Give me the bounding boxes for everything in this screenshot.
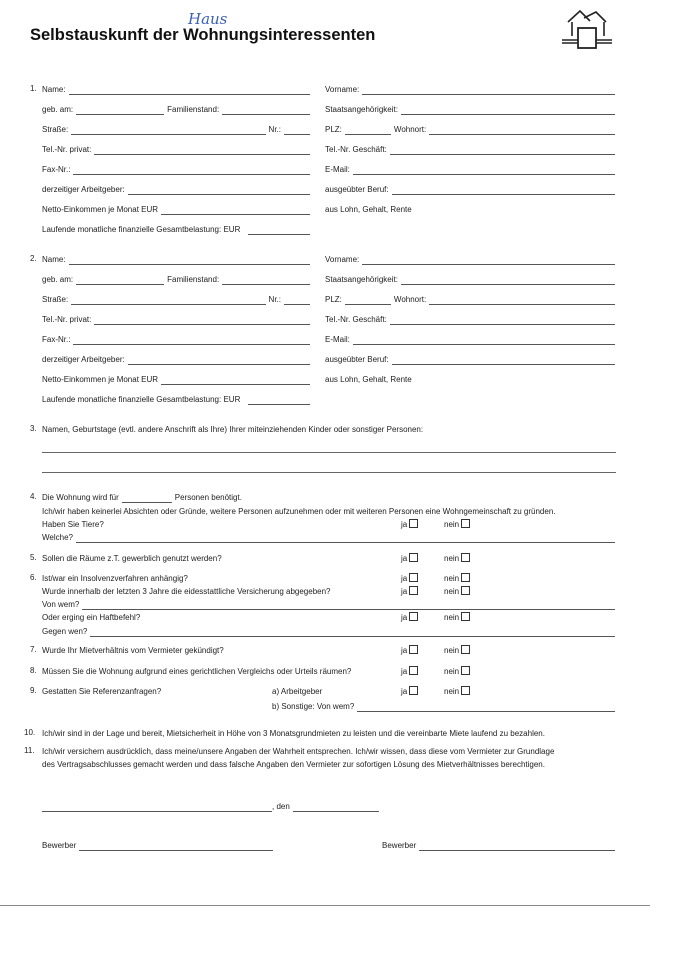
label: Bewerber xyxy=(382,841,417,850)
date-field[interactable] xyxy=(293,804,379,812)
label: E-Mail: xyxy=(325,165,350,174)
ja-label: ja xyxy=(401,613,408,622)
label: Tel.-Nr. Geschäft: xyxy=(325,315,387,324)
label: Die Wohnung wird für xyxy=(42,493,119,502)
children-line-2[interactable] xyxy=(42,472,616,473)
q6-text: Ist/war ein Insolvenzverfahren anhängig? xyxy=(42,574,188,583)
label: Netto-Einkommen je Monat EUR xyxy=(42,375,159,384)
q11-line-2: des Vertragsabschlusses gemacht werden und dass falsche Angaben den Vermieter zur sofortigen Lösung des Mietverhältnisses berechtigen. xyxy=(42,760,545,769)
persons-count-field[interactable] xyxy=(122,495,172,503)
section-number: 1. xyxy=(30,84,37,93)
checkbox[interactable] xyxy=(409,553,418,562)
label: b) Sonstige: Von wem? xyxy=(272,702,355,711)
label: Familienstand: xyxy=(167,105,220,114)
profession-field[interactable] xyxy=(392,357,615,365)
ja-checkbox[interactable] xyxy=(401,586,418,596)
phone-private-field[interactable] xyxy=(94,317,310,325)
checkbox[interactable] xyxy=(461,553,470,562)
phone-business-field[interactable] xyxy=(390,147,615,155)
street-field[interactable] xyxy=(71,297,265,305)
label: Welche? xyxy=(42,533,73,542)
ja-label: ja xyxy=(401,687,408,696)
label: Nr.: xyxy=(268,295,281,304)
question-number: 4. xyxy=(30,492,37,501)
question-number: 8. xyxy=(30,666,37,675)
label: aus Lohn, Gehalt, Rente xyxy=(325,375,412,384)
label: Wohnort: xyxy=(393,125,427,134)
ja-checkbox[interactable] xyxy=(401,519,418,529)
nein-checkbox[interactable] xyxy=(444,553,470,563)
label: Tel.-Nr. Geschäft: xyxy=(325,145,387,154)
income-field[interactable] xyxy=(161,377,310,385)
name-field[interactable] xyxy=(69,257,310,265)
label: Nr.: xyxy=(268,125,281,134)
label: Netto-Einkommen je Monat EUR xyxy=(42,205,159,214)
checkbox[interactable] xyxy=(461,686,470,695)
nein-label: nein xyxy=(444,613,460,622)
label: Name: xyxy=(42,255,66,264)
question-number: 9. xyxy=(30,686,37,695)
label: Fax-Nr.: xyxy=(42,165,71,174)
q4-tiere: Haben Sie Tiere? xyxy=(42,520,104,529)
gegen-wen-field[interactable] xyxy=(90,629,615,637)
nein-label: nein xyxy=(444,520,460,529)
q7-text: Wurde Ihr Mietverhältnis vom Vermieter gekündigt? xyxy=(42,646,224,655)
question-number: 10. xyxy=(24,728,36,737)
nein-checkbox[interactable] xyxy=(444,573,470,583)
birthdate-field[interactable] xyxy=(76,277,164,285)
burden-field[interactable] xyxy=(248,227,310,235)
label: aus Lohn, Gehalt, Rente xyxy=(325,205,412,214)
den-label: , den xyxy=(272,802,290,811)
ja-label: ja xyxy=(401,574,408,583)
question-3-text: Namen, Geburtstage (evtl. andere Anschrift als Ihre) Ihrer miteinziehenden Kinder oder sonstiger Personen: xyxy=(42,425,424,434)
label: geb. am: xyxy=(42,105,74,114)
von-wem-field[interactable] xyxy=(82,602,615,610)
references-field[interactable] xyxy=(357,704,615,712)
ja-label: ja xyxy=(401,554,408,563)
children-line-1[interactable] xyxy=(42,452,616,453)
fax-field[interactable] xyxy=(73,167,310,175)
wohnort-field[interactable] xyxy=(429,127,615,135)
q4-statement: Ich/wir haben keinerlei Absichten oder Gründe, weitere Personen aufzunehmen oder mit weiteren Personen eine Wohngemeinschaft zu gründen. xyxy=(42,507,556,516)
question-number: 11. xyxy=(24,746,35,755)
label: ausgeübter Beruf: xyxy=(325,355,389,364)
birthdate-field[interactable] xyxy=(76,107,164,115)
phone-private-field[interactable] xyxy=(94,147,310,155)
street-field[interactable] xyxy=(71,127,265,135)
profession-field[interactable] xyxy=(392,187,615,195)
ja-label: ja xyxy=(401,667,408,676)
plz-field[interactable] xyxy=(345,297,391,305)
label: Von wem? xyxy=(42,600,80,609)
ja-checkbox[interactable] xyxy=(401,686,418,696)
q9-text: Gestatten Sie Referenzanfragen? xyxy=(42,687,162,696)
checkbox[interactable] xyxy=(409,645,418,654)
q8-text: Müssen Sie die Wohnung aufgrund eines gerichtlichen Vergleichs oder Urteils räumen? xyxy=(42,667,352,676)
checkbox[interactable] xyxy=(409,666,418,675)
ja-checkbox[interactable] xyxy=(401,553,418,563)
label: derzeitiger Arbeitgeber: xyxy=(42,355,125,364)
checkbox[interactable] xyxy=(409,573,418,582)
label: Staatsangehörigkeit: xyxy=(325,105,398,114)
nein-checkbox[interactable] xyxy=(444,666,470,676)
house-number-field[interactable] xyxy=(284,297,310,305)
nein-checkbox[interactable] xyxy=(444,586,470,596)
vorname-field[interactable] xyxy=(362,257,615,265)
label: Laufende monatliche finanzielle Gesamtbelastung: EUR xyxy=(42,395,241,404)
label: Tel.-Nr. privat: xyxy=(42,145,92,154)
label: Vorname: xyxy=(325,85,360,94)
label: Familienstand: xyxy=(167,275,220,284)
nein-label: nein xyxy=(444,574,460,583)
ja-label: ja xyxy=(401,520,408,529)
label: Staatsangehörigkeit: xyxy=(325,275,398,284)
label: Name: xyxy=(42,85,66,94)
checkbox[interactable] xyxy=(461,666,470,675)
nein-label: nein xyxy=(444,687,460,696)
nein-label: nein xyxy=(444,646,460,655)
checkbox[interactable] xyxy=(409,519,418,528)
label: PLZ: xyxy=(325,125,342,134)
house-number-field[interactable] xyxy=(284,127,310,135)
ja-label: ja xyxy=(401,587,408,596)
nationality-field[interactable] xyxy=(401,107,615,115)
signature-2-field[interactable] xyxy=(419,843,615,851)
section-number: 2. xyxy=(30,254,37,263)
page-edge-line xyxy=(0,905,650,906)
question-number: 6. xyxy=(30,573,37,582)
checkbox[interactable] xyxy=(461,645,470,654)
nein-checkbox[interactable] xyxy=(444,686,470,696)
checkbox[interactable] xyxy=(409,612,418,621)
label: PLZ: xyxy=(325,295,342,304)
label: Gegen wen? xyxy=(42,627,88,636)
checkbox[interactable] xyxy=(461,573,470,582)
q10-text: Ich/wir sind in der Lage und bereit, Mietsicherheit in Höhe von 3 Monatsgrundmieten zu leisten und die vereinbarte Miete laufend zu bezahlen. xyxy=(42,729,545,738)
plz-field[interactable] xyxy=(345,127,391,135)
label: Personen benötigt. xyxy=(174,493,242,502)
email-field[interactable] xyxy=(353,167,615,175)
familienstand-field[interactable] xyxy=(222,107,310,115)
checkbox[interactable] xyxy=(409,686,418,695)
handwritten-note: Haus xyxy=(188,10,228,28)
email-field[interactable] xyxy=(353,337,615,345)
fax-field[interactable] xyxy=(73,337,310,345)
nein-checkbox[interactable] xyxy=(444,612,470,622)
page-title: Selbstauskunft der Wohnungsinteressenten xyxy=(30,26,376,44)
ja-checkbox[interactable] xyxy=(401,573,418,583)
checkbox[interactable] xyxy=(461,519,470,528)
nationality-field[interactable] xyxy=(401,277,615,285)
vorname-field[interactable] xyxy=(362,87,615,95)
signature-1-field[interactable] xyxy=(79,843,273,851)
place-field[interactable] xyxy=(42,804,272,812)
nein-label: nein xyxy=(444,587,460,596)
label: ausgeübter Beruf: xyxy=(325,185,389,194)
question-number: 5. xyxy=(30,553,37,562)
label: Straße: xyxy=(42,295,69,304)
wohnort-field[interactable] xyxy=(429,297,615,305)
label: Tel.-Nr. privat: xyxy=(42,315,92,324)
employer-field[interactable] xyxy=(128,187,310,195)
nein-label: nein xyxy=(444,667,460,676)
label: Straße: xyxy=(42,125,69,134)
q6-eid: Wurde innerhalb der letzten 3 Jahre die eidesstattliche Versicherung abgegeben? xyxy=(42,587,331,596)
q5-text: Sollen die Räume z.T. gewerblich genutzt werden? xyxy=(42,554,222,563)
label: Laufende monatliche finanzielle Gesamtbelastung: EUR xyxy=(42,225,241,234)
label: E-Mail: xyxy=(325,335,350,344)
q9-a: a) Arbeitgeber xyxy=(272,687,323,696)
nein-checkbox[interactable] xyxy=(444,645,470,655)
income-field[interactable] xyxy=(161,207,310,215)
question-number: 7. xyxy=(30,645,37,654)
label: Wohnort: xyxy=(393,295,427,304)
label: Fax-Nr.: xyxy=(42,335,71,344)
ja-checkbox[interactable] xyxy=(401,612,418,622)
familienstand-field[interactable] xyxy=(222,277,310,285)
nein-checkbox[interactable] xyxy=(444,519,470,529)
checkbox[interactable] xyxy=(409,586,418,595)
label: Bewerber xyxy=(42,841,77,850)
ja-label: ja xyxy=(401,646,408,655)
question-number: 3. xyxy=(30,424,37,433)
label: derzeitiger Arbeitgeber: xyxy=(42,185,125,194)
nein-label: nein xyxy=(444,554,460,563)
checkbox[interactable] xyxy=(461,586,470,595)
employer-field[interactable] xyxy=(128,357,310,365)
phone-business-field[interactable] xyxy=(390,317,615,325)
house-logo-icon xyxy=(560,8,616,50)
label: geb. am: xyxy=(42,275,74,284)
ja-checkbox[interactable] xyxy=(401,666,418,676)
name-field[interactable] xyxy=(69,87,310,95)
pets-field[interactable] xyxy=(76,535,615,543)
checkbox[interactable] xyxy=(461,612,470,621)
label: Vorname: xyxy=(325,255,360,264)
q6-haft: Oder erging ein Haftbefehl? xyxy=(42,613,141,622)
burden-field[interactable] xyxy=(248,397,310,405)
q11-line-1: Ich/wir versichern ausdrücklich, dass meine/unsere Angaben der Wahrheit entsprechen. Ich/wir wissen, dass diese vom Vermieter zur Grundlage xyxy=(42,747,555,756)
ja-checkbox[interactable] xyxy=(401,645,418,655)
